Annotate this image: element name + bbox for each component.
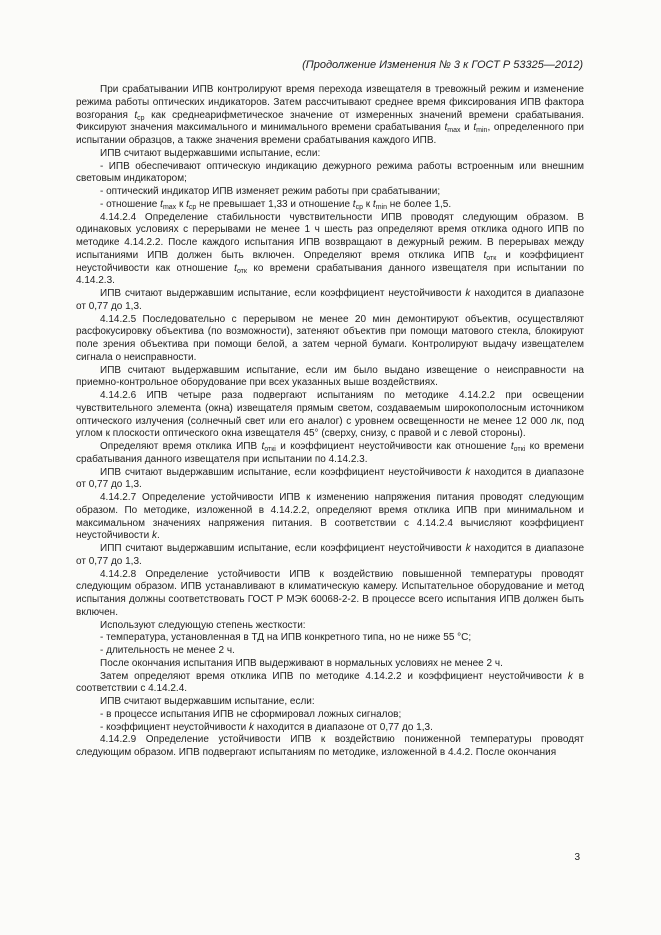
text-run: не более 1,5. bbox=[386, 198, 452, 210]
text-run: При срабатывании ИПВ контролируют время перехода извещателя в тревожный режим и изменение режима работы оптических индикаторов. Затем рассчитывают среднее время фиксирования ИПВ фактора возгорания bbox=[76, 84, 584, 121]
math-symbol: $t_{max}$ bbox=[444, 122, 461, 135]
paragraph bbox=[76, 645, 584, 658]
math-symbol: $t_{min}$ bbox=[473, 122, 488, 135]
text-run: ИПВ считают выдержавшим испытание, если им было выдано извещение о неисправности на приемно-контрольное оборудование при всех указанных выше воздействиях. bbox=[76, 364, 584, 389]
paragraph bbox=[76, 84, 584, 148]
paragraph bbox=[76, 620, 584, 633]
paragraph bbox=[76, 671, 584, 697]
text-run: как среднеарифметическое значение от измеренных значений времени срабатывания. Фиксируют значения максимального и минимального времени срабатывания bbox=[76, 109, 584, 134]
math-symbol: $t_{откi}$ bbox=[510, 441, 526, 453]
text-run: 4.14.2.8 Определение устойчивости ИПВ к воздействию повышенной температуры проводят следующим образом. ИПВ устанавливают в климатическую камеру. Испытательное оборудование и метод испытания должны соответствовать ГОСТ Р МЭК 60068-2-2. В процессе всего испытания ИПВ должен быть включен. bbox=[76, 568, 584, 618]
math-symbol: $t_{отк}$ bbox=[483, 249, 497, 262]
paragraph bbox=[76, 658, 584, 671]
math-symbol: k bbox=[151, 530, 157, 542]
math-symbol: k bbox=[567, 670, 573, 682]
text-run: находится в диапазоне от 0,77 до 1,3. bbox=[76, 466, 585, 491]
body-text bbox=[76, 84, 584, 760]
math-symbol: $t_{min}$ bbox=[372, 198, 387, 211]
math-symbol: k bbox=[249, 721, 255, 733]
text-run: Затем определяют время отклика ИПВ по методике 4.14.2.2 и коэффициент неустойчивости bbox=[100, 670, 568, 682]
text-run: и коэффициент неустойчивости как отношение bbox=[275, 441, 511, 452]
paragraph bbox=[76, 569, 584, 620]
text-run: - в процессе испытания ИПВ не сформировал ложных сигналов; bbox=[100, 708, 402, 720]
text-run: 4.14.2.5 Последовательно с перерывом не менее 20 мин демонтируют объектив, осуществляют расфокусировку объектива (по возможности), затеняют объектив при помощи матового стекла, блокируют поле зрения объектива при помощи белой, а затем черной бумаги. Контролируют выдачу извещателем сигнала о неисправности. bbox=[76, 313, 584, 363]
paragraph bbox=[76, 365, 584, 391]
paragraph bbox=[76, 288, 584, 314]
text-run: к bbox=[176, 198, 187, 210]
text-run: ко времени срабатывания данного извещателя при испытании по 4.14.2.3. bbox=[76, 262, 584, 287]
text-run: Определяют время отклика ИПВ bbox=[100, 441, 262, 452]
math-symbol: $t_{ср}$ bbox=[186, 198, 197, 211]
paragraph bbox=[76, 441, 584, 467]
paragraph bbox=[76, 212, 584, 289]
text-run: - отношение bbox=[100, 198, 161, 210]
page-number: 3 bbox=[574, 852, 580, 863]
text-run: 4.14.2.9 Определение устойчивости ИПВ к воздействию пониженной температуры проводят следующим образом. ИПВ подвергают испытаниям по методике, изложенной в 4.4.2. После окончания bbox=[76, 734, 584, 758]
text-run: ко времени срабатывания данного извещателя при испытании по 4.14.2.3. bbox=[76, 441, 584, 465]
paragraph bbox=[76, 161, 584, 187]
paragraph bbox=[76, 722, 584, 735]
paragraph bbox=[76, 186, 584, 199]
text-run: . bbox=[156, 530, 160, 542]
text-run: находится в диапазоне от 0,77 до 1,3. bbox=[76, 543, 585, 567]
text-run: Используют следующую степень жесткости: bbox=[100, 619, 306, 631]
text-run: не превышает 1,33 и отношение bbox=[196, 198, 353, 210]
paragraph bbox=[76, 709, 584, 722]
text-run: в соответствии с 4.14.2.4. bbox=[76, 670, 584, 695]
text-run: ИПП считают выдержавшим испытание, если коэффициент неустойчивости bbox=[100, 543, 466, 554]
paragraph bbox=[76, 492, 584, 543]
paragraph bbox=[76, 734, 584, 760]
paragraph bbox=[76, 696, 584, 709]
math-symbol: k bbox=[465, 466, 471, 478]
text-run: ИПВ считают выдержавшими испытание, если: bbox=[100, 147, 321, 159]
text-run: и bbox=[460, 122, 474, 134]
text-run: к bbox=[362, 198, 373, 210]
text-run: ИПВ считают выдержавшим испытание, если коэффициент неустойчивости bbox=[100, 288, 466, 299]
math-symbol: k bbox=[465, 288, 471, 299]
math-symbol: $t_{max}$ bbox=[160, 198, 177, 211]
text-run: ИПВ считают выдержавшим испытание, если: bbox=[100, 696, 315, 707]
math-symbol: $t_{откi}$ bbox=[261, 441, 276, 453]
text-run: - оптический индикатор ИПВ изменяет режим работы при срабатывании; bbox=[100, 186, 441, 197]
text-run: - коэффициент неустойчивости bbox=[100, 721, 250, 733]
text-run: находится в диапазоне от 0,77 до 1,3. bbox=[76, 288, 585, 312]
math-symbol: $t_{ср}$ bbox=[352, 198, 363, 211]
text-run: - температура, установленная в ТД на ИПВ конкретного типа, но не ниже 55 °С; bbox=[100, 632, 472, 644]
text-run: ИПВ считают выдержавшим испытание, если коэффициент неустойчивости bbox=[100, 466, 466, 478]
paragraph bbox=[76, 390, 584, 441]
math-symbol: k bbox=[465, 543, 471, 554]
text-run: - ИПВ обеспечивают оптическую индикацию дежурного режима работы встроенным или внешним световым индикатором; bbox=[76, 160, 584, 185]
text-run: , определенного при испытании образцов, а также значения времени срабатывания каждого ИПВ. bbox=[76, 122, 584, 146]
text-run: 4.14.2.6 ИПВ четыре раза подвергают испытаниям по методике 4.14.2.2 при освещении чувствительного элемента (окна) извещателя прямым светом, создаваемым широкополосным источником оптического излучения (солнечный свет или его аналог) с уровнем освещенности не менее 12 000 лк, под углом к плоскости оптического окна извещателя 45° (сверху, снизу, с правой и с левой стороны). bbox=[76, 390, 584, 440]
paragraph bbox=[76, 543, 584, 569]
text-run: После окончания испытания ИПВ выдерживают в нормальных условиях не менее 2 ч. bbox=[100, 657, 503, 669]
paragraph bbox=[76, 467, 584, 493]
text-run: находится в диапазоне от 0,77 до 1,3. bbox=[254, 721, 433, 733]
paragraph bbox=[76, 148, 584, 161]
text-run: 4.14.2.4 Определение стабильности чувствительности ИПВ проводят следующим образом. В одинаковых условиях с перерывами не менее 1 ч шесть раз определяют время отклика одного ИПВ по методике 4.14.2.2. После каждого испытания ИПВ возвращают в дежурный режим. В перерывах между испытаниями ИПВ должен быть включен. Определяют время отклика ИПВ bbox=[76, 211, 584, 261]
paragraph bbox=[76, 314, 584, 365]
paragraph bbox=[76, 199, 584, 212]
running-header: (Продолжение Изменения № 3 к ГОСТ Р 53325—2012) bbox=[302, 59, 583, 71]
text-run: и коэффициент неустойчивости как отношение bbox=[76, 249, 584, 274]
text-run: - длительность не менее 2 ч. bbox=[100, 645, 235, 656]
math-symbol: $t_{ср}$ bbox=[134, 109, 145, 122]
math-symbol: $t_{отк}$ bbox=[234, 262, 247, 275]
text-run: 4.14.2.7 Определение устойчивости ИПВ к изменению напряжения питания проводят следующим образом. По методике, изложенной в 4.14.2.2, определяют время отклика ИПВ при минимальном и максимальном значениях напряжения питания. В соответствии с 4.14.2.4 вычисляют коэффициент неустойчивости bbox=[76, 492, 584, 542]
paragraph bbox=[76, 632, 584, 645]
